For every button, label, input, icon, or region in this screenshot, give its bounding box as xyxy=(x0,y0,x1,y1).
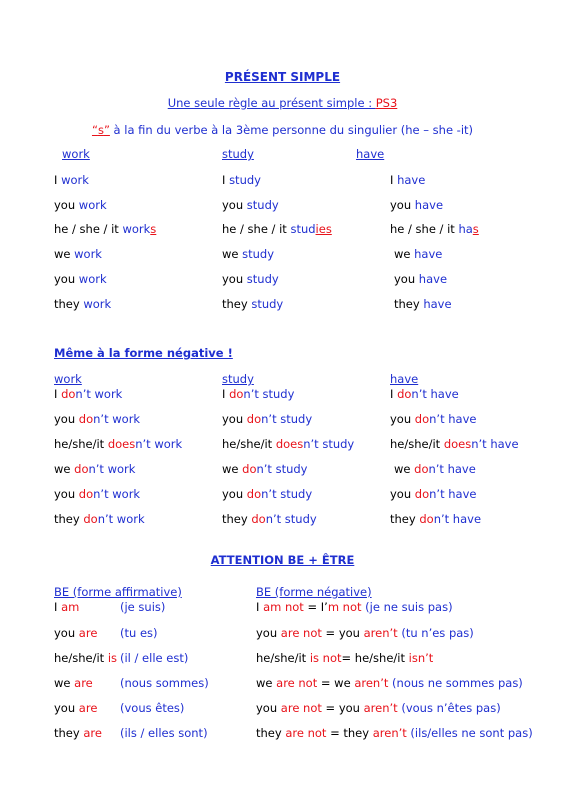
pronoun: he / she / it xyxy=(390,222,459,236)
pronoun: we xyxy=(394,462,415,476)
neg-row-work xyxy=(54,487,140,501)
ending: ies xyxy=(315,222,332,236)
auxiliary: do xyxy=(414,412,430,426)
neg-row-study xyxy=(222,387,294,401)
neg-row-study xyxy=(222,487,312,501)
rule-text: Une seule règle au présent simple : xyxy=(167,96,376,110)
pronoun: you xyxy=(222,412,247,426)
be-neg-row xyxy=(256,626,474,640)
contraction: aren’t xyxy=(372,726,407,740)
neg-row-study xyxy=(222,412,312,426)
auxiliary: do xyxy=(78,412,94,426)
pronoun: they xyxy=(394,297,424,311)
pronoun: he/she/it xyxy=(256,651,310,665)
negation: n’t xyxy=(135,437,155,451)
s-rule-line xyxy=(0,123,565,137)
verb: study xyxy=(229,173,261,187)
auxiliary: does xyxy=(107,437,136,451)
neg-header-work: work xyxy=(54,372,82,386)
negation: n’t xyxy=(256,462,276,476)
be-aff-translation: (ils / elles sont) xyxy=(120,726,208,740)
be-aff-row xyxy=(54,701,97,715)
pronoun: I xyxy=(222,387,230,401)
s-rule-quote-open: “ xyxy=(91,123,98,137)
pronoun: you xyxy=(54,487,79,501)
translation: (vous n’êtes pas) xyxy=(397,701,501,715)
aff-row-work xyxy=(54,297,111,311)
negation: n’t xyxy=(428,462,448,476)
aff-row-have xyxy=(394,297,452,311)
equals-form: = they xyxy=(326,726,373,740)
equals-form: = we xyxy=(317,676,355,690)
verb: have xyxy=(452,512,482,526)
verb: work xyxy=(154,437,183,451)
contraction: aren’t xyxy=(354,676,389,690)
pronoun: we xyxy=(394,247,415,261)
verb: study xyxy=(262,387,295,401)
pronoun: we xyxy=(222,462,243,476)
pronoun: you xyxy=(54,701,79,715)
be-aff-translation: (tu es) xyxy=(120,626,158,640)
pronoun: you xyxy=(54,626,79,640)
pronoun: I xyxy=(256,600,264,614)
negation: n’t xyxy=(411,387,431,401)
contraction: aren’t xyxy=(363,701,398,715)
negation: n’t xyxy=(265,512,285,526)
verb: have xyxy=(414,198,444,212)
be-form: are xyxy=(83,726,102,740)
pronoun: we xyxy=(54,247,75,261)
auxiliary: do xyxy=(246,487,262,501)
be-neg-row xyxy=(256,726,533,740)
be-form: are xyxy=(74,676,93,690)
verb: have xyxy=(418,272,448,286)
pronoun: they xyxy=(54,512,84,526)
pronoun: you xyxy=(54,412,79,426)
be-neg-row xyxy=(256,600,453,614)
pronoun: I xyxy=(390,173,398,187)
verb: have xyxy=(430,387,459,401)
pronoun: they xyxy=(256,726,286,740)
be-aff-row xyxy=(54,726,102,740)
auxiliary: do xyxy=(229,387,244,401)
rule-line xyxy=(0,96,565,110)
be-form: am xyxy=(61,600,80,614)
neg-row-have xyxy=(390,512,481,526)
be-aff-row xyxy=(54,651,117,665)
be-aff-translation: (je suis) xyxy=(120,600,166,614)
be-aff-header: BE (forme affirmative) xyxy=(54,585,182,599)
auxiliary: do xyxy=(414,462,429,476)
aff-row-have xyxy=(390,173,425,187)
aff-row-work xyxy=(54,198,107,212)
verb: work xyxy=(112,487,141,501)
translation: (nous ne sommes pas) xyxy=(388,676,523,690)
be-aff-translation: (vous êtes) xyxy=(120,701,185,715)
neg-row-have xyxy=(394,462,476,476)
pronoun: you xyxy=(390,412,415,426)
auxiliary: do xyxy=(397,387,412,401)
aff-row-have xyxy=(390,222,479,236)
s-rule-letter: s xyxy=(97,123,104,137)
negation: n’t xyxy=(243,387,263,401)
pronoun: I xyxy=(54,387,62,401)
neg-row-work xyxy=(54,387,122,401)
verb: work xyxy=(116,512,145,526)
be-aff-row xyxy=(54,626,97,640)
pronoun: you xyxy=(222,198,247,212)
auxiliary: do xyxy=(83,512,98,526)
pronoun: they xyxy=(390,512,420,526)
verb: have xyxy=(490,437,519,451)
verb: have xyxy=(448,412,477,426)
neg-row-have xyxy=(390,487,476,501)
aff-header-study: study xyxy=(222,147,254,161)
aff-header-have: have xyxy=(356,147,385,161)
neg-row-work xyxy=(54,512,145,526)
be-negative: is not xyxy=(309,651,342,665)
auxiliary: do xyxy=(414,487,430,501)
negation: n’t xyxy=(97,512,117,526)
verb: work xyxy=(94,387,123,401)
auxiliary: do xyxy=(419,512,434,526)
negation: n’t xyxy=(471,437,491,451)
aff-row-work xyxy=(54,173,89,187)
pronoun: you xyxy=(394,272,419,286)
neg-row-study xyxy=(222,462,308,476)
neg-row-have xyxy=(390,387,459,401)
verb: have xyxy=(448,487,477,501)
be-aff-translation: (il / elle est) xyxy=(120,651,189,665)
verb: study xyxy=(246,198,279,212)
pronoun: you xyxy=(390,487,415,501)
neg-row-study xyxy=(222,437,354,451)
be-neg-header: BE (forme négative) xyxy=(256,585,372,599)
be-negative: am not xyxy=(263,600,304,614)
neg-row-work xyxy=(54,437,182,451)
negation: n’t xyxy=(429,412,449,426)
equals-form: = you xyxy=(321,701,364,715)
pronoun: you xyxy=(256,626,281,640)
s-rule-quote-close: ” xyxy=(103,123,110,137)
pronoun: he/she/it xyxy=(222,437,276,451)
verb: work xyxy=(61,173,89,187)
be-neg-row xyxy=(256,676,523,690)
verb: have xyxy=(414,247,443,261)
neg-row-work xyxy=(54,412,140,426)
rule-code: PS3 xyxy=(375,96,398,110)
be-negative: are not xyxy=(280,701,322,715)
verb: study xyxy=(280,412,313,426)
pronoun: we xyxy=(222,247,243,261)
verb: work xyxy=(122,222,151,236)
be-form: are xyxy=(78,626,98,640)
pronoun: he/she/it xyxy=(54,651,108,665)
pronoun: I xyxy=(54,600,62,614)
auxiliary: do xyxy=(74,462,89,476)
verb: work xyxy=(83,297,112,311)
verb: work xyxy=(112,412,141,426)
verb: work xyxy=(107,462,136,476)
negation: n’t xyxy=(433,512,453,526)
aff-row-study xyxy=(222,198,279,212)
s-rule-text: à la fin du verbe à la 3ème personne du singulier (he – she -it) xyxy=(109,123,474,137)
verb: study xyxy=(242,247,275,261)
auxiliary: do xyxy=(61,387,76,401)
verb: have xyxy=(397,173,426,187)
auxiliary: does xyxy=(443,437,472,451)
aff-row-work xyxy=(54,247,102,261)
be-negative: are not xyxy=(280,626,322,640)
verb: study xyxy=(251,297,284,311)
verb: stud xyxy=(290,222,316,236)
pronoun: you xyxy=(222,487,247,501)
contraction: aren’t xyxy=(363,626,398,640)
negation: n’t xyxy=(261,487,281,501)
translation: (ils/elles ne sont pas) xyxy=(406,726,533,740)
negation: n’t xyxy=(88,462,108,476)
verb: work xyxy=(74,247,102,261)
be-negative: are not xyxy=(276,676,318,690)
pronoun: we xyxy=(54,676,75,690)
aff-header-work: work xyxy=(62,147,90,161)
aff-row-study xyxy=(222,247,274,261)
verb: work xyxy=(78,272,107,286)
be-aff-translation: (nous sommes) xyxy=(120,676,209,690)
aff-row-have xyxy=(390,198,443,212)
negation: n’t xyxy=(429,487,449,501)
auxiliary: do xyxy=(78,487,94,501)
pronoun: I xyxy=(222,173,230,187)
ending: s xyxy=(150,222,157,236)
verb: study xyxy=(275,462,308,476)
equals-form: = I’ xyxy=(303,600,328,614)
pronoun: we xyxy=(54,462,75,476)
verb: work xyxy=(78,198,107,212)
negation: n’t xyxy=(303,437,323,451)
pronoun: we xyxy=(256,676,277,690)
neg-row-have xyxy=(390,437,519,451)
pronoun: he/she/it xyxy=(390,437,444,451)
neg-row-work xyxy=(54,462,135,476)
pronoun: he / she / it xyxy=(54,222,123,236)
be-aff-row xyxy=(54,676,93,690)
be-negative: are not xyxy=(285,726,327,740)
auxiliary: do xyxy=(246,412,262,426)
page-title: PRÉSENT SIMPLE xyxy=(224,70,341,84)
aff-row-study xyxy=(222,272,279,286)
aff-row-study xyxy=(222,173,261,187)
verb: study xyxy=(280,487,313,501)
verb: have xyxy=(423,297,452,311)
neg-row-have xyxy=(390,412,476,426)
pronoun: you xyxy=(256,701,281,715)
aff-row-study xyxy=(222,297,283,311)
pronoun: I xyxy=(390,387,398,401)
negative-heading: Même à la forme négative ! xyxy=(54,346,233,360)
be-neg-row xyxy=(256,701,501,715)
pronoun: he/she/it xyxy=(54,437,108,451)
negation: n’t xyxy=(93,412,113,426)
equals-form: = he/she/it xyxy=(341,651,409,665)
verb: study xyxy=(322,437,355,451)
negation: n’t xyxy=(93,487,113,501)
pronoun: they xyxy=(54,726,84,740)
negation: n’t xyxy=(261,412,281,426)
auxiliary: does xyxy=(275,437,304,451)
pronoun: you xyxy=(390,198,415,212)
verb: ha xyxy=(458,222,473,236)
be-neg-row xyxy=(256,651,433,665)
aff-row-have xyxy=(394,247,442,261)
neg-row-study xyxy=(222,512,317,526)
negation: n’t xyxy=(75,387,95,401)
pronoun: you xyxy=(54,272,79,286)
ending: s xyxy=(472,222,479,236)
aff-row-work xyxy=(54,272,107,286)
neg-header-have: have xyxy=(390,372,419,386)
be-form: are xyxy=(78,701,98,715)
pronoun: you xyxy=(54,198,79,212)
pronoun: he / she / it xyxy=(222,222,291,236)
verb: study xyxy=(284,512,317,526)
neg-header-study: study xyxy=(222,372,254,386)
pronoun: they xyxy=(222,512,252,526)
verb: study xyxy=(246,272,279,286)
contraction: m not xyxy=(327,600,362,614)
pronoun: you xyxy=(222,272,247,286)
be-aff-row xyxy=(54,600,79,614)
equals-form: = you xyxy=(321,626,364,640)
verb: have xyxy=(447,462,476,476)
pronoun: I xyxy=(54,173,62,187)
be-form: is xyxy=(107,651,118,665)
auxiliary: do xyxy=(242,462,257,476)
auxiliary: do xyxy=(251,512,266,526)
translation: (je ne suis pas) xyxy=(361,600,453,614)
translation: (tu n’es pas) xyxy=(397,626,474,640)
contraction: isn’t xyxy=(408,651,434,665)
aff-row-study xyxy=(222,222,332,236)
be-heading: ATTENTION BE + ÊTRE xyxy=(210,553,355,567)
pronoun: they xyxy=(54,297,84,311)
aff-row-work xyxy=(54,222,156,236)
aff-row-have xyxy=(394,272,447,286)
pronoun: they xyxy=(222,297,252,311)
